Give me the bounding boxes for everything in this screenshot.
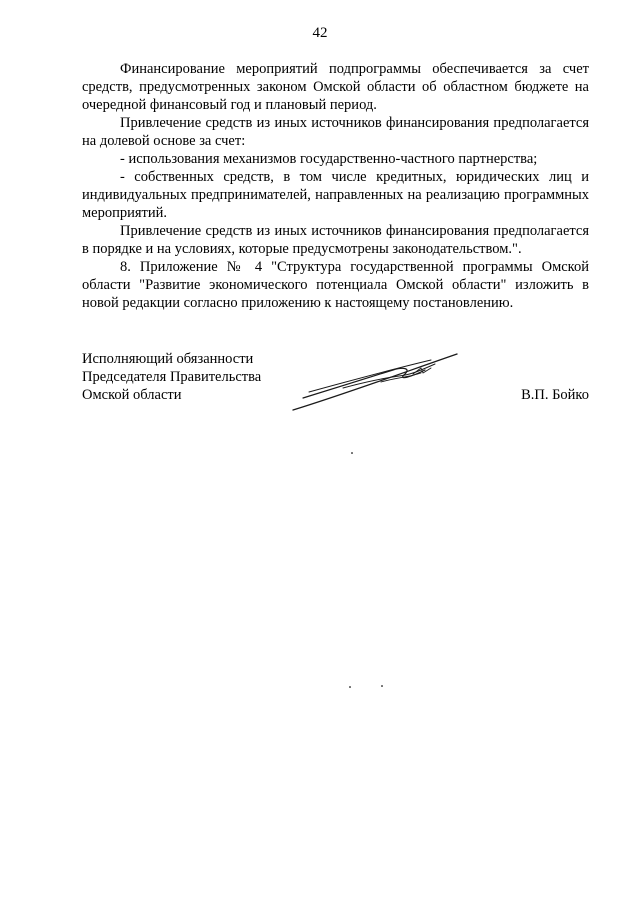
list-item-own-funds: - собственных средств, в том числе кредитных, юридических лиц и индивидуальных предпринимателей, направленных на реализацию программных мероприятий. [82,169,589,221]
body-text [82,60,589,312]
signer-title-line-2: Председателя Правительства [82,369,262,385]
list-item-ppp: - использования механизмов государственно-частного партнерства; [120,151,538,167]
scan-speck [349,686,351,688]
scan-speck [351,452,353,454]
signer-title [82,350,261,404]
signer-name: В.П. Бойко [521,387,589,403]
signer-title-line-1: Исполняющий обязанности [82,351,254,367]
page-number: 42 [312,25,328,41]
signer-title-line-3: Омской области [82,387,182,403]
paragraph-attraction-legal: Привлечение средств из иных источников финансирования предполагается в порядке и на условиях, которые предусмотрены законодательством.". [82,223,589,257]
paragraph-appendix-4: 8. Приложение № 4 "Структура государственной программы Омской области "Развитие экономического потенциала Омской области" изложить в новой редакции согласно приложению к настоящему постановлению. [82,259,589,311]
paragraph-financing: Финансирование мероприятий подпрограммы обеспечивается за счет средств, предусмотренных законом Омской области об областном бюджете на очередной финансовый год и плановый период. [82,61,589,113]
paragraph-attraction-shared: Привлечение средств из иных источников финансирования предполагается на долевой основе за счет: [82,115,589,149]
scan-speck [381,685,383,687]
handwritten-signature [285,348,465,420]
